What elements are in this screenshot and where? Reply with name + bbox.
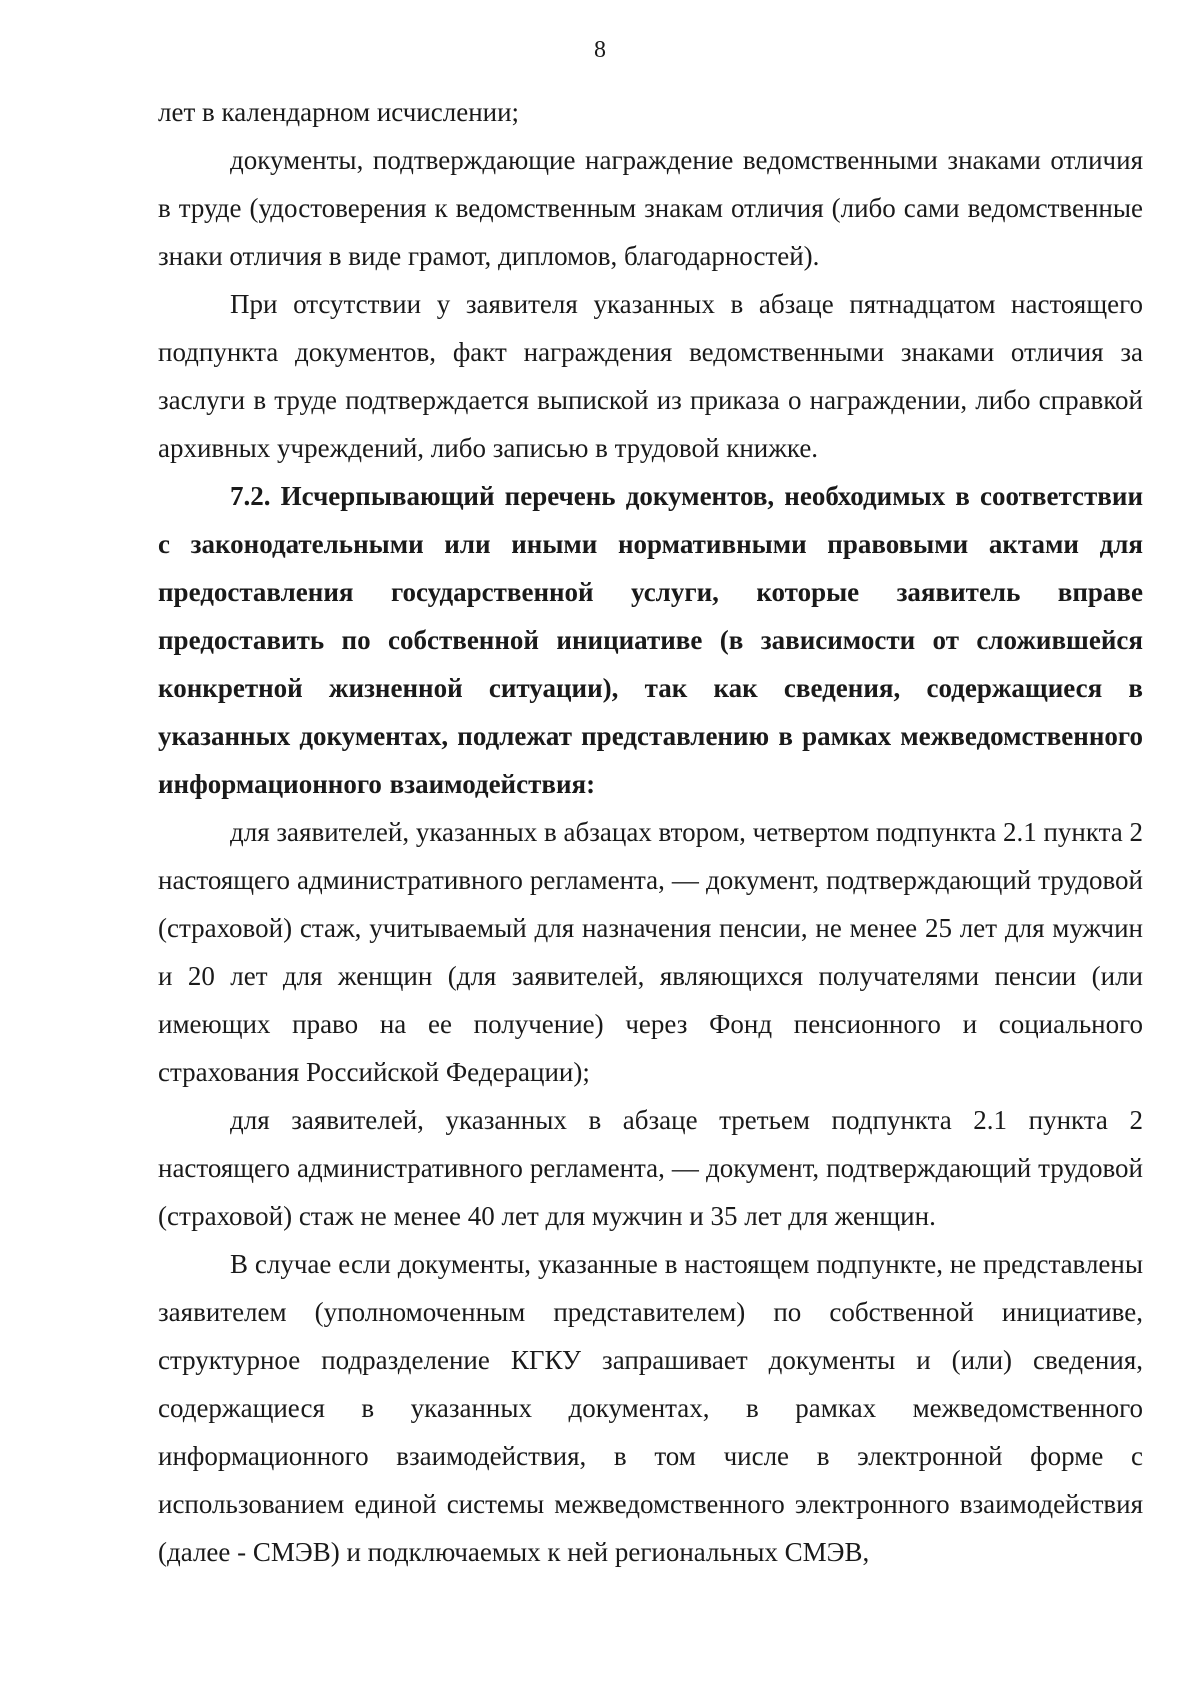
paragraph-award-documents: документы, подтверждающие награждение ведомственными знаками отличия в труде (удостоверения к ведомственным знакам отличия (либо сами ведомственные знаки отличия в виде грамот, дипломов, благодарностей). bbox=[158, 145, 1143, 271]
paragraph-applicants-third: для заявителей, указанных в абзаце третьем подпункта 2.1 пункта 2 настоящего административного регламента, — документ, подтверждающий трудовой (страховой) стаж не менее 40 лет для мужчин и 35 лет для женщин. bbox=[158, 1105, 1143, 1231]
document-body bbox=[158, 88, 1143, 1576]
paragraph-intro-continuation: лет в календарном исчислении; bbox=[158, 97, 520, 127]
section-heading-7-2: 7.2. Исчерпывающий перечень документов, необходимых в соответствии с законодательными или иными нормативными правовыми актами для предоставления государственной услуги, которые заявитель вправе предоставить по собственной инициативе (в зависимости от сложившейся конкретной жизненной ситуации), так как сведения, содержащиеся в указанных документах, подлежат представлению в рамках межведомственного информационного взаимодействия: bbox=[158, 481, 1143, 799]
paragraph-interagency-request: В случае если документы, указанные в настоящем подпункте, не представлены заявителем (уполномоченным представителем) по собственной инициативе, структурное подразделение КГКУ запрашивает документы и (или) сведения, содержащиеся в указанных документах, в рамках межведомственного информационного взаимодействия, в том числе в электронной форме с использованием единой системы межведомственного электронного взаимодействия (далее - СМЭВ) и подключаемых к ней региональных СМЭВ, bbox=[158, 1249, 1143, 1567]
paragraph-absence-of-documents: При отсутствии у заявителя указанных в абзаце пятнадцатом настоящего подпункта документов, факт награждения ведомственными знаками отличия за заслуги в труде подтверждается выпиской из приказа о награждении, либо справкой архивных учреждений, либо записью в трудовой книжке. bbox=[158, 289, 1143, 463]
paragraph-applicants-second-fourth: для заявителей, указанных в абзацах втором, четвертом подпункта 2.1 пункта 2 настоящего административного регламента, — документ, подтверждающий трудовой (страховой) стаж, учитываемый для назначения пенсии, не менее 25 лет для мужчин и 20 лет для женщин (для заявителей, являющихся получателями пенсии (или имеющих право на ее получение) через Фонд пенсионного и социального страхования Российской Федерации); bbox=[158, 817, 1143, 1087]
page-number: 8 bbox=[594, 37, 606, 63]
